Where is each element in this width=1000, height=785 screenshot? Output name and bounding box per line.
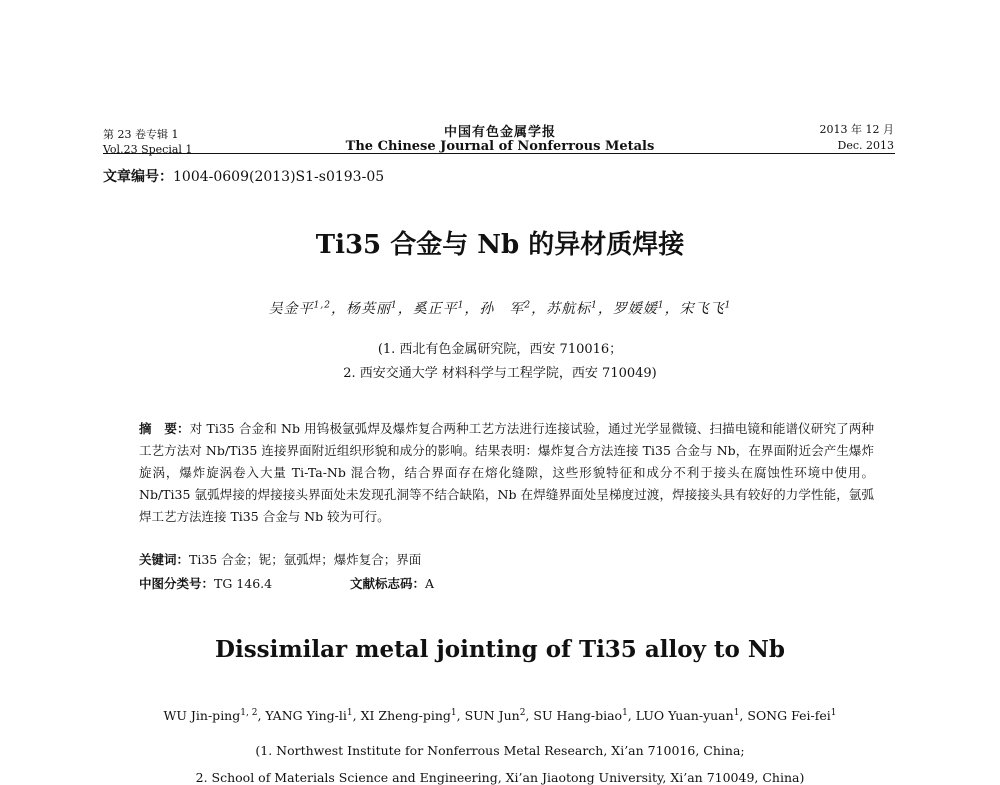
volume-cn: 第 23 卷专辑 1 [103, 128, 179, 141]
classification [139, 574, 272, 592]
document-code-label: 文献标志码： [350, 576, 426, 591]
author-separator: ， [464, 301, 480, 317]
author-affiliation-mark: 1 [657, 300, 665, 311]
authors-cn [0, 298, 1000, 318]
volume-en: Vol.23 Special 1 [103, 143, 193, 156]
affiliation-cn-1: (1. 西北有色金属研究院，西安 710016； [377, 342, 623, 357]
classification-label: 中图分类号： [139, 576, 215, 591]
journal-name-en: The Chinese Journal of Nonferrous Metals [345, 139, 655, 154]
author [636, 708, 748, 723]
author-name: 杨英丽 [345, 301, 391, 317]
author-name: SU Hang-biao [533, 708, 623, 724]
author [613, 301, 680, 317]
author-name: XI Zheng-ping [360, 708, 451, 724]
author [164, 708, 266, 723]
title-en: Dissimilar metal jointing of Ti35 alloy to Nb [215, 636, 785, 663]
author-name: 奚正平 [412, 301, 458, 317]
author-affiliation-mark: 1 [390, 300, 398, 311]
author-affiliation-mark: 1, 2 [240, 708, 258, 718]
author-affiliation-mark: 1 [591, 300, 598, 311]
author-affiliation-mark: 1 [622, 708, 628, 718]
header-rule [103, 153, 895, 154]
abstract-text: 对 Ti35 合金和 Nb 用钨极氩弧焊及爆炸复合两种工艺方法进行连接试验，通过光学显微镜、扫描电镜和能谱仪研究了两种工艺方法对 Nb/Ti35 连接界面附近组织形貌和成分的影响。结果表明：爆炸复合方法连接 Ti35 合金与 Nb，在界面附近会产生爆炸旋涡，爆炸旋涡卷入大量 Ti-Ta-Nb 混合物，结合界面存在熔化缝隙，这些形貌特征和成分不利于接头在腐蚀性环境中使用。Nb/Ti35 氩弧焊接的焊接接头界面处未发现孔洞等不结合缺陷，Nb 在焊缝界面处呈梯度过渡，焊接接头具有较好的力学性能，氩弧焊工艺方法连接 Ti35 合金与 Nb 较为可行。 [139, 421, 874, 524]
date-cn: 2013 年 12 月 [819, 123, 894, 136]
author-separator: ， [664, 301, 680, 317]
author-name: SUN Jun [464, 708, 520, 724]
author [265, 708, 360, 723]
author-separator: , [456, 708, 465, 724]
author [269, 301, 346, 317]
journal-name-cn: 中国有色金属学报 [443, 125, 556, 140]
author-affiliation-mark: 2 [519, 708, 526, 718]
author [479, 301, 546, 317]
author-affiliation-mark: 1 [830, 708, 837, 718]
affiliation-en-1: (1. Northwest Institute for Nonferrous Metal Research, Xi’an 710016, China; [255, 743, 745, 758]
author-name: 孙 军 [479, 301, 525, 317]
article-number [103, 166, 384, 186]
keywords-label: 关键词： [139, 552, 190, 567]
author [346, 301, 413, 317]
author-affiliation-mark: 1 [733, 708, 740, 718]
author [533, 708, 635, 723]
author-separator: , [525, 708, 534, 724]
affiliation-cn-2: 2. 西安交通大学 材料科学与工程学院，西安 710049) [343, 366, 657, 381]
author-separator: , [352, 708, 361, 724]
author-separator: , [627, 708, 636, 724]
author-name: 宋飞飞 [679, 301, 725, 317]
author-name: LUO Yuan-yuan [635, 708, 734, 724]
author [747, 708, 836, 723]
author [361, 708, 465, 723]
keywords-value: Ti35 合金；铌；氩弧焊；爆炸复合；界面 [189, 552, 422, 567]
abstract-label: 摘 要： [139, 421, 190, 436]
article-number-value: 1004-0609(2013)S1-s0193-05 [173, 169, 385, 185]
author-affiliation-mark: 1 [724, 300, 732, 311]
article-number-label: 文章编号： [103, 169, 173, 185]
author-name: 苏航标 [546, 301, 592, 317]
author [413, 301, 480, 317]
classification-value: TG 146.4 [214, 576, 273, 591]
author-name: 吴金平 [268, 301, 314, 317]
author-affiliation-mark: 1 [457, 300, 465, 311]
author-name: YANG Ying-li [265, 708, 347, 724]
document-code-value: A [425, 576, 435, 591]
author-affiliation-mark: 1 [346, 708, 353, 718]
document-code [350, 574, 434, 592]
abstract [139, 418, 874, 528]
author [465, 708, 534, 723]
author-name: SONG Fei-fei [747, 708, 831, 724]
title-cn: Ti35 合金与 Nb 的异材质焊接 [315, 230, 685, 260]
author-affiliation-mark: 1,2 [313, 300, 331, 311]
author-separator: , [739, 708, 748, 724]
date-en: Dec. 2013 [837, 139, 894, 152]
author-name: 罗媛媛 [612, 301, 658, 317]
author-affiliation-mark: 1 [450, 708, 457, 718]
author-separator: , [257, 708, 266, 724]
author-separator: ， [531, 301, 547, 317]
author-name: WU Jin-ping [163, 708, 241, 724]
authors-en [0, 708, 1000, 723]
author-separator: ， [330, 301, 346, 317]
author-separator: ， [597, 301, 613, 317]
author-separator: ， [397, 301, 413, 317]
author [546, 301, 613, 317]
keywords [139, 550, 421, 568]
author [680, 301, 732, 317]
affiliation-en-2: 2. School of Materials Science and Engineering, Xi’an Jiaotong University, Xi’an 710049, China) [195, 770, 805, 785]
author-affiliation-mark: 2 [524, 300, 532, 311]
